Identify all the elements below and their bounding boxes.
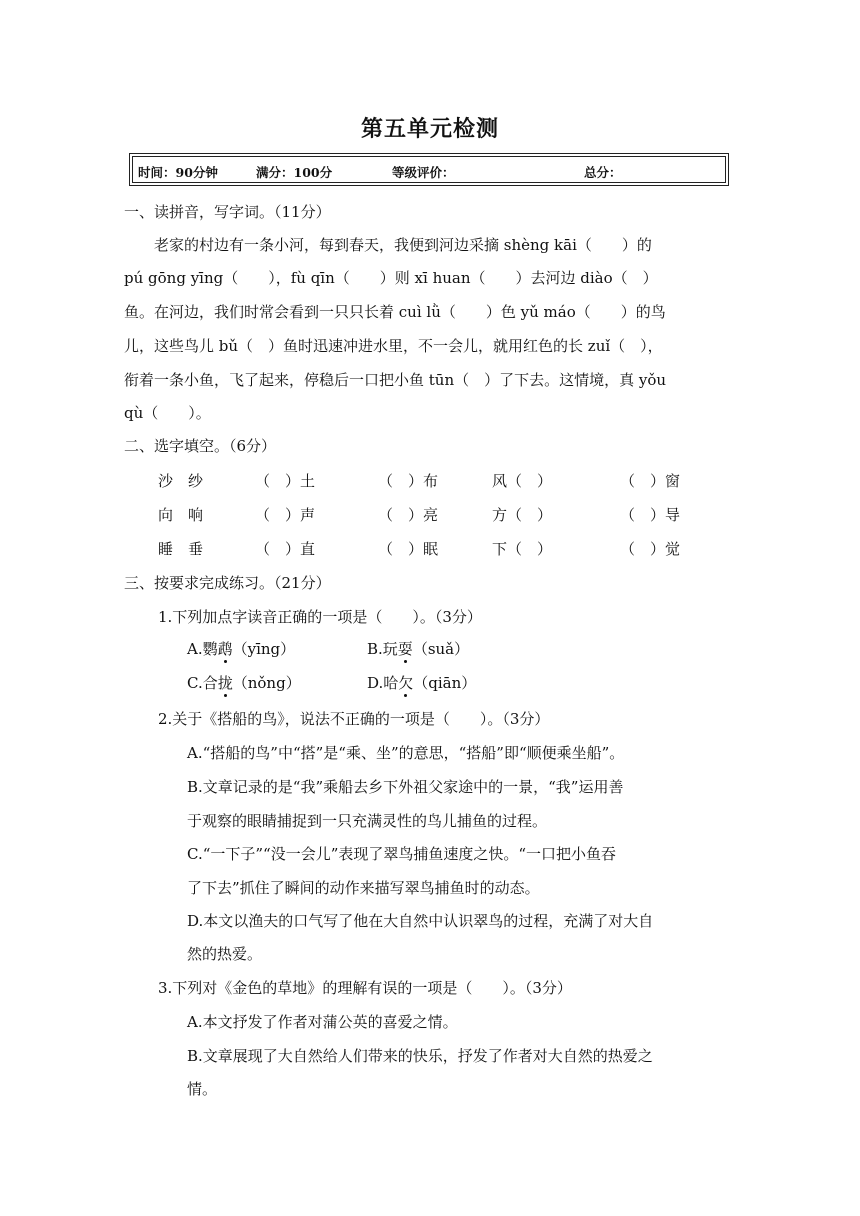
option-pinyin: （suǎ） xyxy=(412,640,470,658)
fill-blank: （ ）声 xyxy=(255,506,316,524)
option-text: B.玩 xyxy=(367,640,398,658)
section-1-line: 鱼。在河边，我们时常会看到一只只长着 cuì lǜ（ ）色 yǔ máo（ ）的鸟 xyxy=(124,303,666,321)
section-1-line: pú gōng yīng（ ），fù qīn（ ）则 xī huan（ ）去河边 diào（ ） xyxy=(124,269,658,287)
section-1-line: 儿，这些鸟儿 bǔ（ ）鱼时迅速冲进水里，不一会儿，就用红色的长 zuǐ（ ）， xyxy=(124,337,663,355)
char-pair: 睡 垂 xyxy=(158,540,204,558)
dotted-char: 拢 xyxy=(217,674,233,692)
fill-blank: （ ）直 xyxy=(255,540,316,558)
question-2-line: 了下去”抓住了瞬间的动作来描写翠鸟捕鱼时的动态。 xyxy=(187,879,540,897)
dotted-char: 鹉 xyxy=(217,640,233,658)
question-2-line: 于观察的眼睛捕捉到一只充满灵性的鸟儿捕鱼的过程。 xyxy=(187,812,548,830)
question-1-stem: 1.下列加点字读音正确的一项是（ ）。（3分） xyxy=(158,608,482,626)
full-score-label: 满分：100分 xyxy=(256,165,333,180)
fill-blank: （ ）觉 xyxy=(620,540,681,558)
option-pinyin: （qiān） xyxy=(413,674,477,692)
option-text: C.合 xyxy=(187,674,218,692)
question-2-line: C.“一下子”“没一会儿”表现了翠鸟捕鱼速度之快。“一口把小鱼吞 xyxy=(187,845,617,863)
exam-info-box xyxy=(129,153,729,186)
question-2-line: A.“搭船的鸟”中“搭”是“乘、坐”的意思，“搭船”即“顺便乘坐船”。 xyxy=(187,744,625,762)
question-2-line: D.本文以渔夫的口气写了他在大自然中认识翠鸟的过程，充满了对大自 xyxy=(187,912,654,930)
question-2-stem: 2.关于《搭船的鸟》，说法不正确的一项是（ ）。（3分） xyxy=(158,710,550,728)
total-score-label: 总分： xyxy=(584,165,622,180)
question-2-line: B.文章记录的是“我”乘船去乡下外祖父家途中的一景，“我”运用善 xyxy=(187,778,624,796)
fill-blank: 风（ ） xyxy=(492,472,553,490)
question-3-line: 情。 xyxy=(187,1080,218,1098)
section-1-line: 老家的村边有一条小河，每到春天，我便到河边采摘 shèng kāi（ ）的 xyxy=(124,236,652,254)
option-a xyxy=(187,639,295,659)
option-b xyxy=(367,639,469,659)
fill-blank: （ ）布 xyxy=(378,472,439,490)
char-pair: 向 响 xyxy=(158,506,204,524)
question-3-stem: 3.下列对《金色的草地》的理解有误的一项是（ ）。（3分） xyxy=(158,979,572,997)
question-3-line: B.文章展现了大自然给人们带来的快乐，抒发了作者对大自然的热爱之 xyxy=(187,1047,653,1065)
dotted-char: 耍 xyxy=(397,640,413,658)
fill-blank: （ ）土 xyxy=(255,472,316,490)
section-3-heading: 三、按要求完成练习。（21分） xyxy=(124,574,331,592)
option-pinyin: （yīng） xyxy=(232,640,296,658)
fill-blank: （ ）眠 xyxy=(378,540,439,558)
question-3-line: A.本文抒发了作者对蒲公英的喜爱之情。 xyxy=(187,1013,458,1031)
fill-blank: （ ）导 xyxy=(620,506,681,524)
fill-blank: （ ）亮 xyxy=(378,506,439,524)
dotted-char: 欠 xyxy=(398,674,414,692)
option-d xyxy=(367,673,476,693)
char-pair: 沙 纱 xyxy=(158,472,204,490)
option-text: A.鹦 xyxy=(187,640,218,658)
section-1-line: qù（ ）。 xyxy=(124,404,211,422)
option-text: D.哈 xyxy=(367,674,399,692)
question-2-line: 然的热爱。 xyxy=(187,945,263,963)
option-pinyin: （nǒng） xyxy=(232,674,301,692)
section-1-line: 衔着一条小鱼，飞了起来，停稳后一口把小鱼 tūn（ ）了下去。这情境，真 yǒu xyxy=(124,371,667,389)
fill-blank: 下（ ） xyxy=(492,540,553,558)
fill-blank: 方（ ） xyxy=(492,506,553,524)
page-title: 第五单元检测 xyxy=(360,117,499,142)
fill-blank: （ ）窗 xyxy=(620,472,681,490)
option-c xyxy=(187,673,301,693)
grade-label: 等级评价： xyxy=(392,165,455,180)
time-label: 时间：90分钟 xyxy=(138,165,218,180)
section-2-heading: 二、选字填空。（6分） xyxy=(124,437,277,455)
section-1-heading: 一、读拼音，写字词。（11分） xyxy=(124,203,331,221)
